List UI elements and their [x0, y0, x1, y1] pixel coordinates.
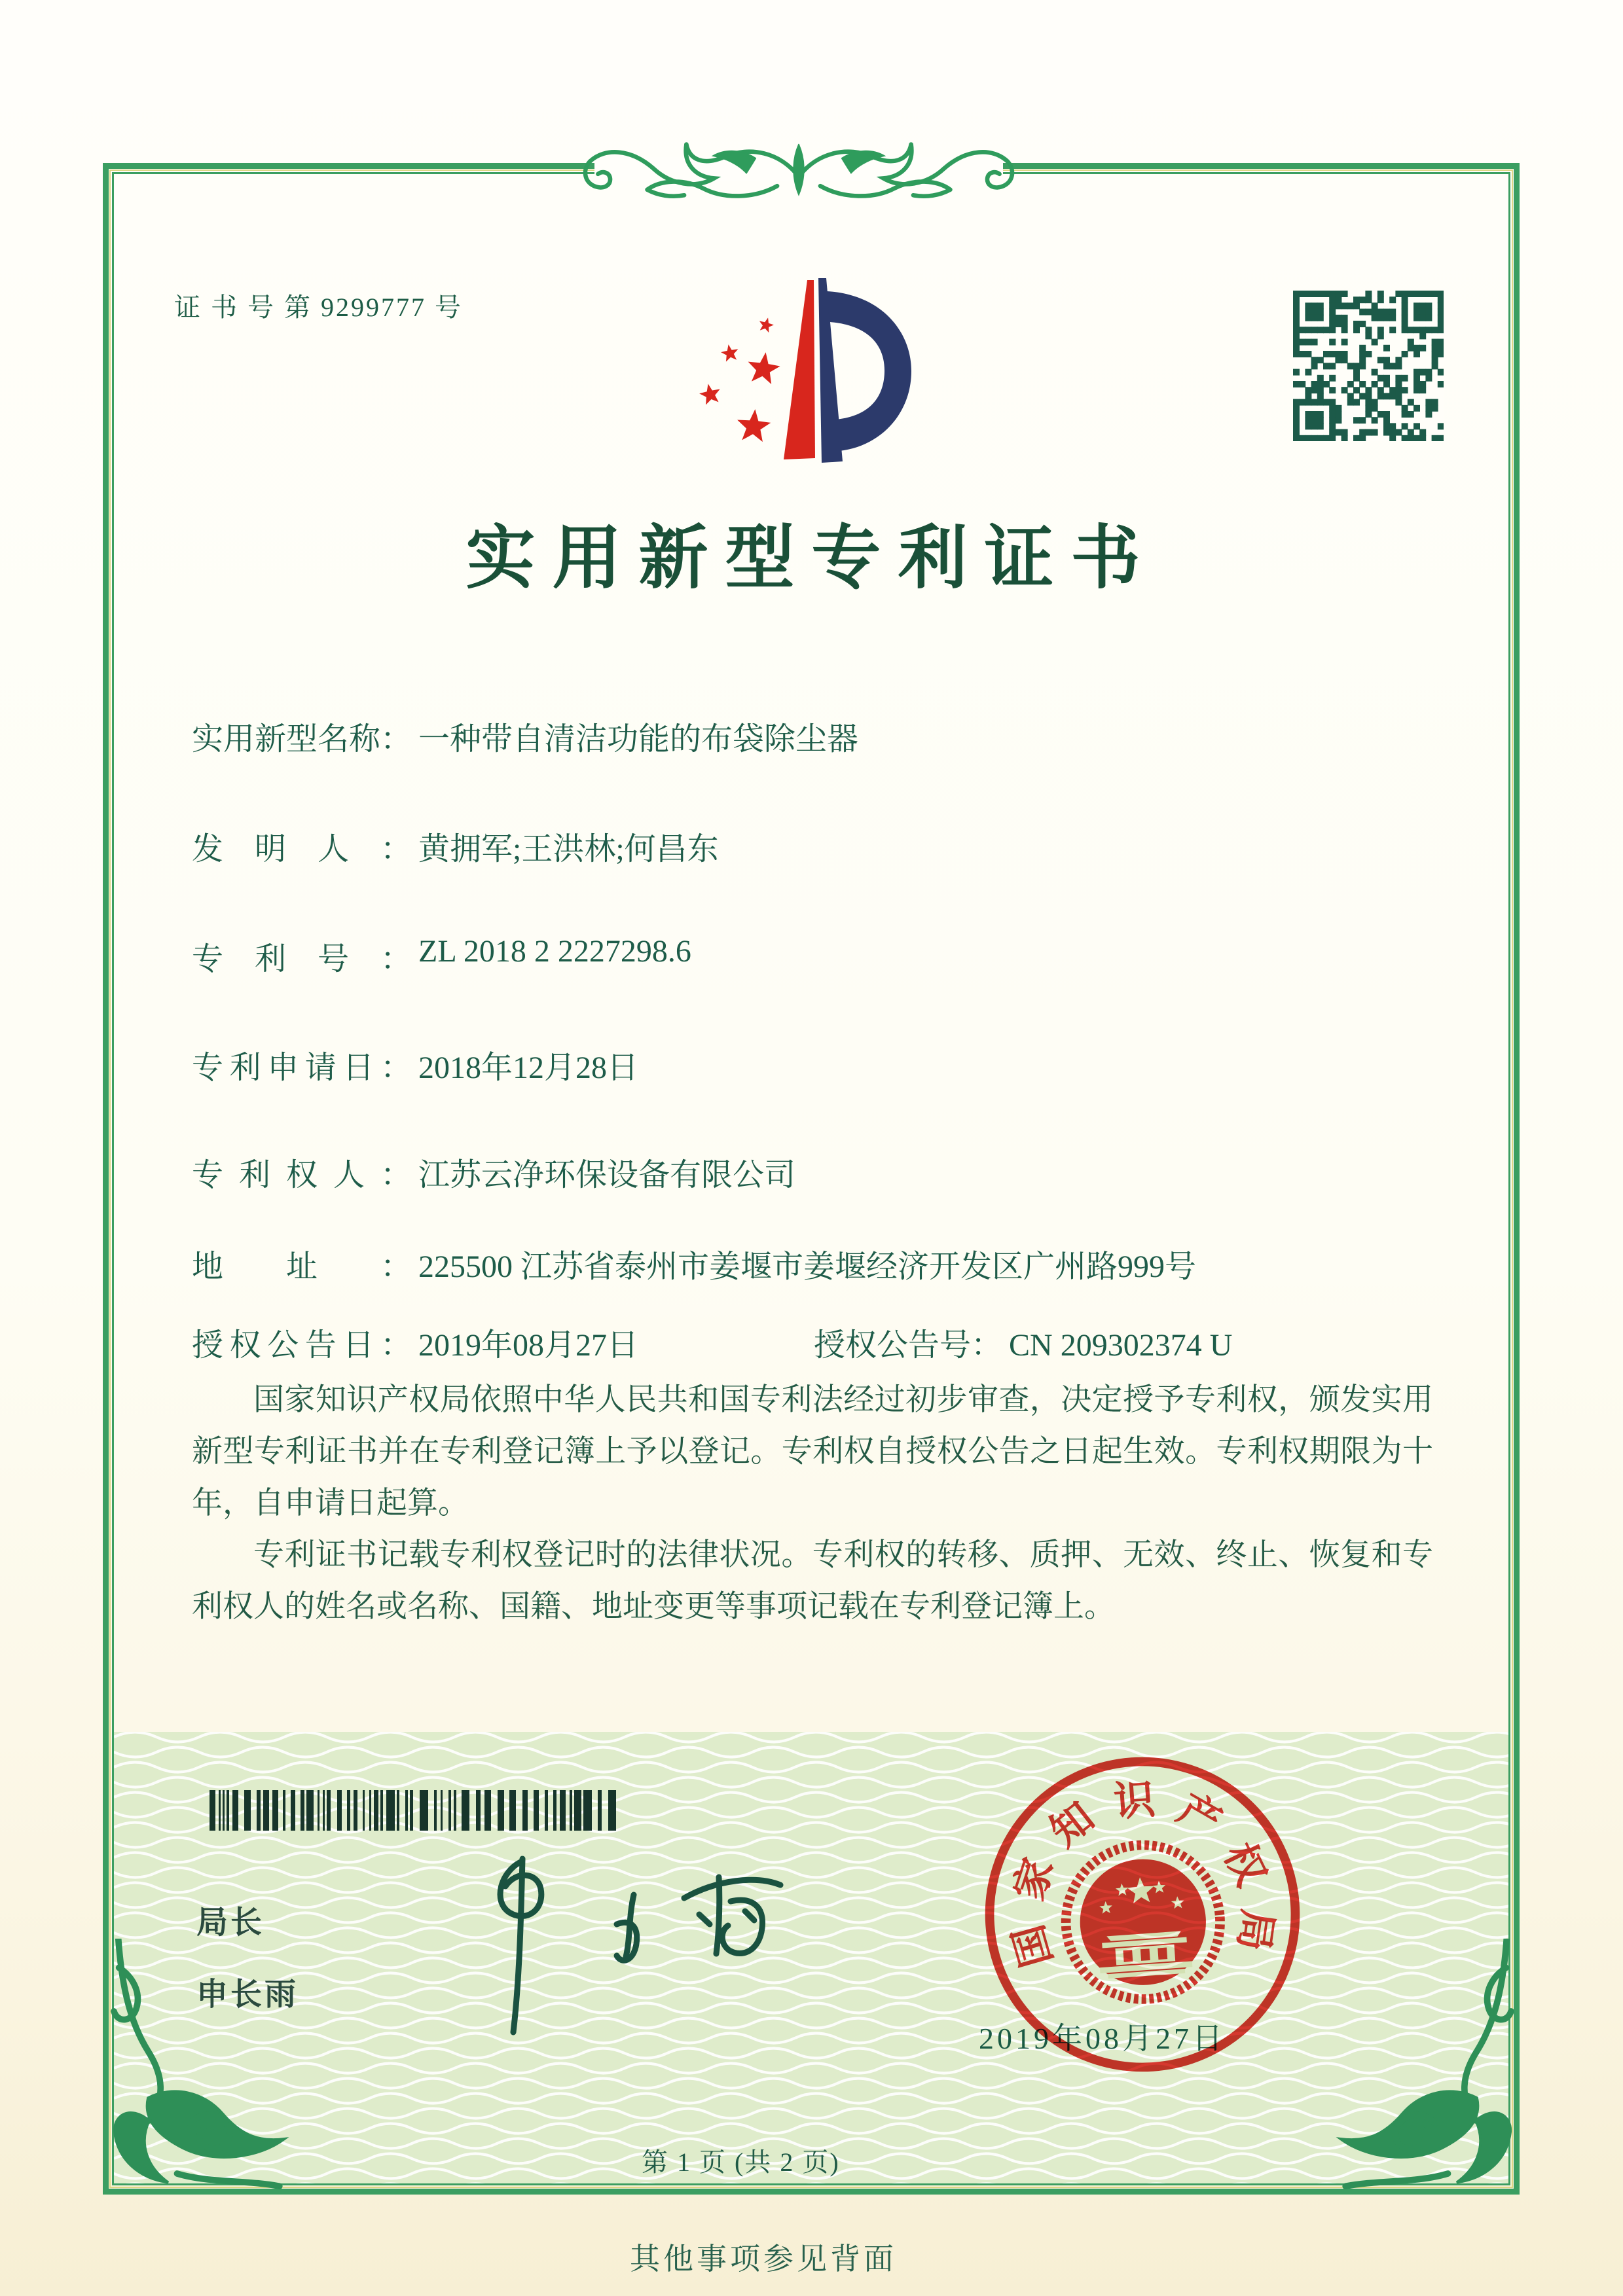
legal-paragraph-2: 专利证书记载专利权登记时的法律状况。专利权的转移、质押、无效、终止、恢复和专利权人的姓名或名称、国籍、地址变更等事项记载在专利登记簿上。 — [192, 1538, 1433, 1624]
field-row-patent-number — [192, 933, 691, 978]
field-row-inventors — [192, 823, 719, 869]
director-name: 申长雨 — [196, 1977, 299, 2012]
field-label: 专利号： — [192, 942, 412, 977]
director-title: 局长 — [196, 1905, 265, 1940]
field-label: 发明人： — [192, 832, 412, 867]
field-row-filing-date — [192, 1042, 638, 1087]
certificate-number: 证 书 号 第 9299777 号 — [174, 293, 463, 322]
field-label: 授权公告日： — [192, 1328, 412, 1363]
logo-stars — [699, 317, 780, 442]
barcode — [210, 1790, 617, 1831]
field-value: 2019年08月27日 — [418, 1328, 639, 1363]
field-label: 专利权人： — [192, 1158, 412, 1193]
top-flourish-ornament — [583, 115, 1015, 219]
field-label: 授权公告号： — [814, 1328, 1003, 1363]
field-value: 225500 江苏省泰州市姜堰市姜堰经济开发区广州路999号 — [418, 1249, 1197, 1284]
field-row-patentee — [192, 1149, 795, 1194]
seal-char: 国 — [1005, 1920, 1061, 1972]
field-row-grant-date — [192, 1319, 638, 1365]
seal-char: 局 — [1230, 1907, 1281, 1954]
field-value: 一种带自清洁功能的布袋除尘器 — [418, 722, 859, 757]
field-value: CN 209302374 U — [1009, 1328, 1233, 1363]
seal-char: 知 — [1042, 1793, 1103, 1856]
director-signature — [458, 1833, 825, 2049]
field-value: 2018年12月28日 — [418, 1050, 639, 1085]
field-value: 黄拥军;王洪林;何昌东 — [418, 832, 719, 867]
legal-text-block — [192, 1374, 1433, 1633]
field-row-address — [192, 1241, 1196, 1286]
field-row-grant-number — [814, 1319, 1232, 1365]
national-ip-office-seal — [964, 1736, 1321, 2092]
legal-paragraph-1: 国家知识产权局依照中华人民共和国专利法经过初步审查，决定授予专利权，颁发实用新型专利证书并在专利登记簿上予以登记。专利权自授权公告之日起生效。专利权期限为十年，自申请日起算。 — [192, 1383, 1433, 1520]
back-side-note: 其他事项参见背面 — [630, 2242, 897, 2276]
cnipa-patent-logo — [684, 272, 920, 468]
qr-code — [1293, 291, 1444, 441]
field-value: 江苏云净环保设备有限公司 — [418, 1158, 796, 1193]
seal-emblem — [1061, 1840, 1225, 2004]
field-row-utility-model-name — [192, 713, 858, 759]
page-indicator: 第 1 页 (共 2 页) — [642, 2147, 840, 2177]
field-value: ZL 2018 2 2227298.6 — [418, 934, 691, 969]
certificate-title: 实用新型专利证书 — [465, 520, 1158, 597]
seal-char: 识 — [1112, 1776, 1157, 1825]
field-label: 地址： — [192, 1249, 412, 1284]
logo-navy-p-bowl — [827, 291, 911, 451]
seal-char: 家 — [1006, 1852, 1063, 1906]
seal-char: 产 — [1170, 1785, 1229, 1846]
seal-char: 权 — [1215, 1836, 1275, 1893]
seal-date: 2019年08月27日 — [979, 2022, 1226, 2055]
field-label: 专利申请日： — [192, 1050, 412, 1085]
field-label: 实用新型名称： — [192, 722, 412, 757]
bottom-right-corner-ornament — [1326, 1939, 1516, 2191]
logo-red-wedge — [784, 280, 815, 459]
